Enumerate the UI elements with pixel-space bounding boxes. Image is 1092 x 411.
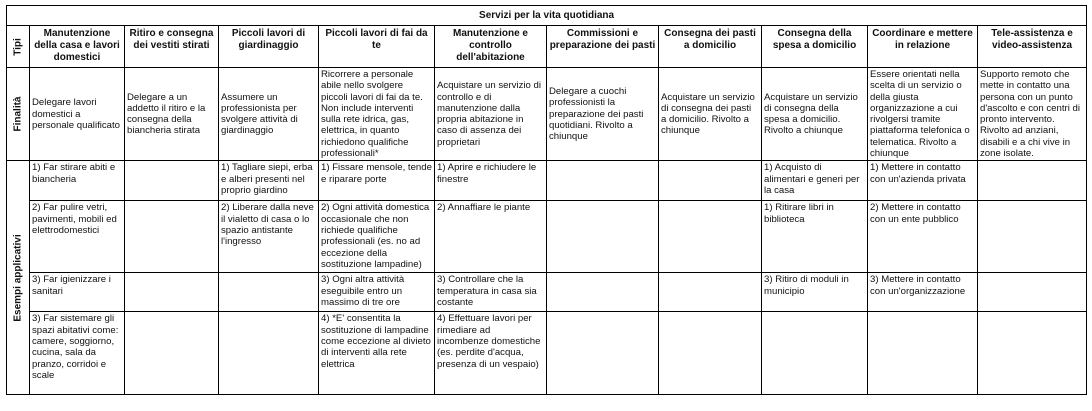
esempio-cell: 1) Acquisto di alimentari e generi per la casa (762, 161, 868, 201)
esempio-cell (547, 161, 659, 201)
esempio-cell (125, 273, 219, 312)
esempio-cell: 3) Far igienizzare i sanitari (30, 273, 125, 312)
esempio-cell (659, 161, 762, 201)
finalita-cell: Acquistare un servizio di consegna dei pasti a domicilio. Rivolto a chiunque (659, 68, 762, 161)
esempio-cell (978, 273, 1087, 312)
esempi-row (7, 273, 1087, 312)
finalita-cell: Assumere un professionista per svolgere attività di giardinaggio (219, 68, 319, 161)
column-header: Piccoli lavori di fai da te (319, 26, 435, 68)
finalita-cell: Supporto remoto che mette in contatto una persona con un punto d'ascolto e con centri di pronto intervento. Rivolto ad anziani, disabili e a chi vive in zone isolate. (978, 68, 1087, 161)
finalita-cell: Delegare lavori domestici a personale qualificato (30, 68, 125, 161)
esempio-cell (978, 312, 1087, 395)
column-header: Manutenzione della casa e lavori domestici (30, 26, 125, 68)
header-row (7, 26, 1087, 68)
esempio-cell (547, 273, 659, 312)
esempio-cell: 3) Mettere in contatto con un'organizzazione (868, 273, 978, 312)
esempio-cell: 4) Effettuare lavori per rimediare ad incombenze domestiche (es. perdite d'acqua, presenza di un vespaio) (435, 312, 547, 395)
esempio-cell (659, 273, 762, 312)
esempio-cell: 3) Controllare che la temperatura in casa sia costante (435, 273, 547, 312)
esempio-cell (868, 312, 978, 395)
esempio-cell (978, 201, 1087, 273)
esempio-cell (762, 312, 868, 395)
esempi-row (7, 312, 1087, 395)
esempio-cell: 2) Liberare dalla neve il vialetto di casa o lo spazio antistante l'ingresso (219, 201, 319, 273)
esempio-cell: 1) Tagliare siepi, erba e alberi presenti nel proprio giardino (219, 161, 319, 201)
esempio-cell: 4) *E' consentita la sostituzione di lampadine come eccezione al divieto di interventi alla rete elettrica (319, 312, 435, 395)
esempio-cell (659, 201, 762, 273)
row-label-esempi-text: Esempi applicativi (12, 234, 24, 322)
esempio-cell (659, 312, 762, 395)
esempio-cell: 3) Ritiro di moduli in municipio (762, 273, 868, 312)
esempio-cell (547, 312, 659, 395)
column-header: Ritiro e consegna dei vestiti stirati (125, 26, 219, 68)
esempio-cell: 3) Ogni altra attività eseguibile entro un massimo di tre ore (319, 273, 435, 312)
finalita-cell: Acquistare un servizio di controllo e di manutenzione dalla propria abitazione in caso di assenza dei proprietari (435, 68, 547, 161)
esempio-cell: 1) Aprire e richiudere le finestre (435, 161, 547, 201)
title-row (7, 6, 1087, 26)
finalita-cell: Acquistare un servizio di consegna della spesa a domicilio. Rivolto a chiunque (762, 68, 868, 161)
row-label-finalita (7, 68, 30, 161)
row-label-tipi-text: Tipi (12, 37, 24, 56)
finalita-cell: Ricorrere a personale abile nello svolgere piccoli lavori di fai da te. Non include interventi sulla rete idrica, gas, elettrica, in quanto richiedono qualifiche professionali* (319, 68, 435, 161)
finalita-row (7, 68, 1087, 161)
esempio-cell (125, 312, 219, 395)
column-header: Manutenzione e controllo dell'abitazione (435, 26, 547, 68)
column-header: Coordinare e mettere in relazione (868, 26, 978, 68)
esempio-cell: 2) Far pulire vetri, pavimenti, mobili ed elettrodomestici (30, 201, 125, 273)
esempio-cell: 1) Ritirare libri in biblioteca (762, 201, 868, 273)
row-label-esempi (7, 161, 30, 395)
esempio-cell: 3) Far sistemare gli spazi abitativi come: camere, soggiorno, cucina, sala da pranzo, corridoi e scale (30, 312, 125, 395)
finalita-cell: Delegare a un addetto il ritiro e la consegna della biancheria stirata (125, 68, 219, 161)
esempio-cell: 1) Far stirare abiti e biancheria (30, 161, 125, 201)
esempi-row (7, 201, 1087, 273)
column-header: Piccoli lavori di giardinaggio (219, 26, 319, 68)
finalita-cell: Delegare a cuochi professionisti la preparazione dei pasti quotidiani. Rivolto a chiunque (547, 68, 659, 161)
esempio-cell (125, 161, 219, 201)
finalita-cell: Essere orientati nella scelta di un servizio o della giusta organizzazione a cui rivolgersi tramite piattaforma telefonica o telematica. Rivolto a chiunque (868, 68, 978, 161)
row-label-tipi (7, 26, 30, 68)
services-table (6, 5, 1087, 395)
esempio-cell: 2) Mettere in contatto con un ente pubblico (868, 201, 978, 273)
esempio-cell: 2) Ogni attività domestica occasionale che non richiede qualifiche professionali (es. no ad eccezione della sostituzione lampadine) (319, 201, 435, 273)
column-header: Consegna della spesa a domicilio (762, 26, 868, 68)
esempio-cell (547, 201, 659, 273)
row-label-finalita-text: Finalità (12, 96, 24, 132)
table-title: Servizi per la vita quotidiana (7, 6, 1087, 26)
esempio-cell (219, 312, 319, 395)
esempio-cell (978, 161, 1087, 201)
esempio-cell: 2) Annaffiare le piante (435, 201, 547, 273)
column-header: Consegna dei pasti a domicilio (659, 26, 762, 68)
column-header: Tele-assistenza e video-assistenza (978, 26, 1087, 68)
services-table-container (6, 5, 1086, 395)
column-header: Commissioni e preparazione dei pasti (547, 26, 659, 68)
esempio-cell: 1) Fissare mensole, tende e riparare porte (319, 161, 435, 201)
esempio-cell (219, 273, 319, 312)
esempi-row (7, 161, 1087, 201)
esempio-cell (125, 201, 219, 273)
esempio-cell: 1) Mettere in contatto con un'azienda privata (868, 161, 978, 201)
